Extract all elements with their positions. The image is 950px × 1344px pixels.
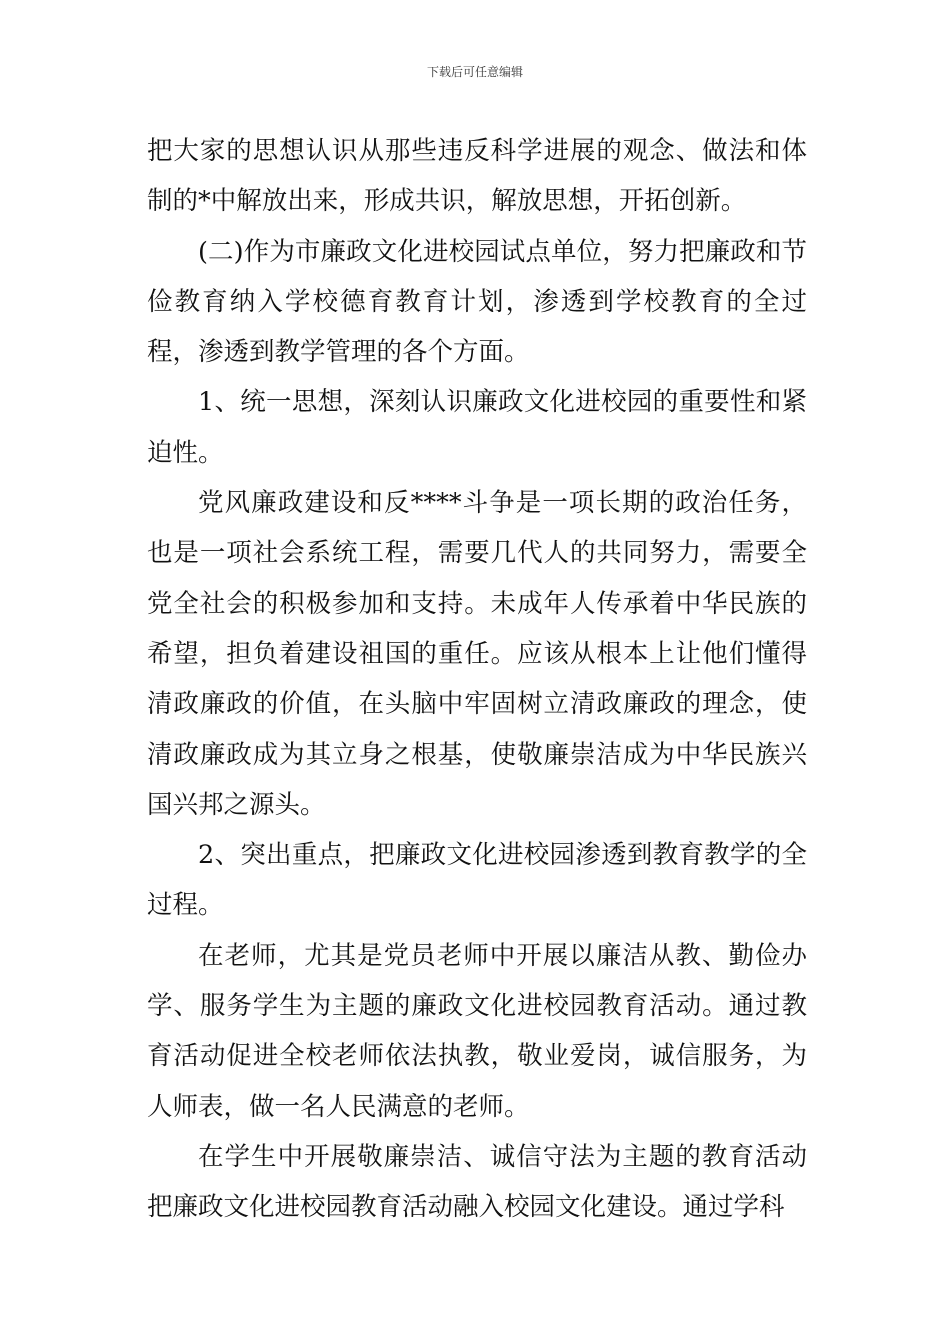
paragraph-point-2-heading: 2、突出重点，把廉政文化进校园渗透到教育教学的全过程。: [147, 840, 807, 921]
paragraph-point-1-body: 党风廉政建设和反****斗争是一项长期的政治任务，也是一项社会系统工程，需要几代人的共同努力，需要全党全社会的积极参加和支持。未成年人传承着中华民族的希望，担负着建设祖国的重任。应该从根本上让他们懂得清政廉政的价值，在头脑中牢固树立清政廉政的理念，使清政廉政成为其立身之根基，使敬廉崇洁成为中华民族兴国兴邦之源头。: [147, 488, 807, 820]
paragraph-point-1-heading: 1、统一思想，深刻认识廉政文化进校园的重要性和紧迫性。: [147, 387, 807, 468]
paragraph-teachers-activity: 在老师，尤其是党员老师中开展以廉洁从教、勤俭办学、服务学生为主题的廉政文化进校园教育活动。通过教育活动促进全校老师依法执教，敬业爱岗，诚信服务，为人师表，做一名人民满意的老师。: [147, 940, 807, 1122]
document-body: [147, 126, 807, 1233]
paragraph-students-activity: 在学生中开展敬廉崇洁、诚信守法为主题的教育活动把廉政文化进校园教育活动融入校园文化建设。通过学科: [147, 1141, 807, 1223]
paragraph-continuation: 把大家的思想认识从那些违反科学进展的观念、做法和体制的*中解放出来，形成共识，解放思想，开拓创新。: [147, 136, 807, 217]
paragraph-section-2: (二)作为市廉政文化进校园试点单位，努力把廉政和节俭教育纳入学校德育教育计划，渗透到学校教育的全过程，渗透到教学管理的各个方面。: [147, 236, 807, 368]
page-header-note: 下载后可任意编辑: [426, 65, 523, 79]
